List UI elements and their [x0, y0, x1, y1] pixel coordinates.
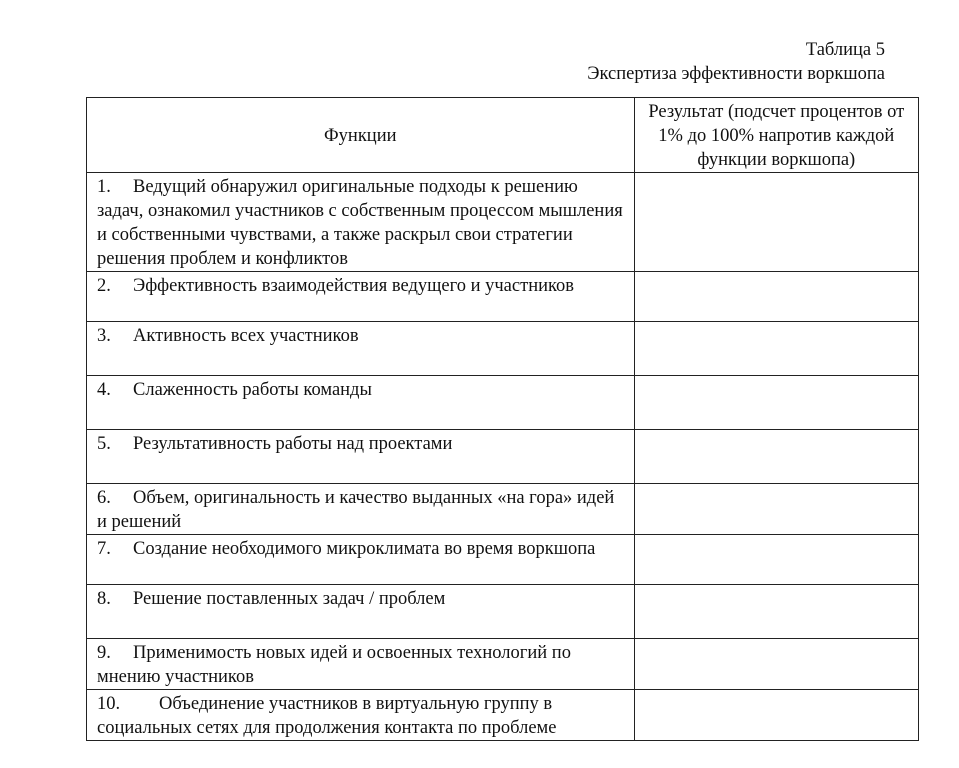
function-cell [87, 535, 635, 585]
table-row [87, 272, 919, 322]
row-number: 8. [97, 589, 111, 609]
header-result: Результат (подсчет процентов от 1% до 100% напротив каждой функции воркшопа) [634, 98, 918, 173]
function-text: Эффективность взаимодействия ведущего и участников [133, 276, 575, 296]
table-row [87, 690, 919, 741]
table-row [87, 535, 919, 585]
row-number: 7. [97, 539, 111, 559]
function-text: Решение поставленных задач / проблем [133, 589, 446, 609]
table-row [87, 430, 919, 484]
function-cell [87, 173, 635, 272]
function-text: Создание необходимого микроклимата во время воркшопа [133, 539, 596, 559]
function-cell [87, 639, 635, 690]
function-text: Активность всех участников [133, 326, 359, 346]
function-text: Результативность работы над проектами [133, 434, 453, 454]
row-number: 3. [97, 326, 111, 346]
function-cell [87, 585, 635, 639]
table-title: Экспертиза эффективности воркшопа [587, 64, 885, 84]
result-cell[interactable] [634, 585, 918, 639]
result-cell[interactable] [634, 535, 918, 585]
row-number: 2. [97, 276, 111, 296]
table-row [87, 639, 919, 690]
result-cell[interactable] [634, 173, 918, 272]
function-text: Применимость новых идей и освоенных технологий по мнению участников [97, 643, 571, 687]
row-number: 4. [97, 380, 111, 400]
function-text: Объединение участников в виртуальную группу в социальных сетях для продолжения контакта по проблеме [97, 694, 557, 738]
function-text: Слаженность работы команды [133, 380, 372, 400]
result-cell[interactable] [634, 272, 918, 322]
table-row [87, 322, 919, 376]
table-row [87, 173, 919, 272]
row-number: 6. [97, 488, 111, 508]
workshop-evaluation-table [86, 97, 919, 741]
function-text: Объем, оригинальность и качество выданных «на гора» идей и решений [97, 488, 615, 532]
function-cell [87, 430, 635, 484]
function-text: Ведущий обнаружил оригинальные подходы к решению задач, ознакомил участников с собственным процессом мышления и собственными чувствами, а также раскрыл свои стратегии решения проблем и конфликтов [97, 177, 623, 269]
function-cell [87, 322, 635, 376]
table-row [87, 484, 919, 535]
header-functions: Функции [87, 98, 635, 173]
function-cell [87, 272, 635, 322]
table-label: Таблица 5 [805, 40, 885, 60]
result-cell[interactable] [634, 322, 918, 376]
table-header-row [87, 98, 919, 173]
function-cell [87, 484, 635, 535]
result-cell[interactable] [634, 430, 918, 484]
row-number: 10. [97, 694, 121, 714]
row-number: 5. [97, 434, 111, 454]
function-cell [87, 376, 635, 430]
table-row [87, 585, 919, 639]
table-row [87, 376, 919, 430]
row-number: 9. [97, 643, 111, 663]
row-number: 1. [97, 177, 111, 197]
result-cell[interactable] [634, 690, 918, 741]
result-cell[interactable] [634, 376, 918, 430]
function-cell [87, 690, 635, 741]
result-cell[interactable] [634, 639, 918, 690]
result-cell[interactable] [634, 484, 918, 535]
